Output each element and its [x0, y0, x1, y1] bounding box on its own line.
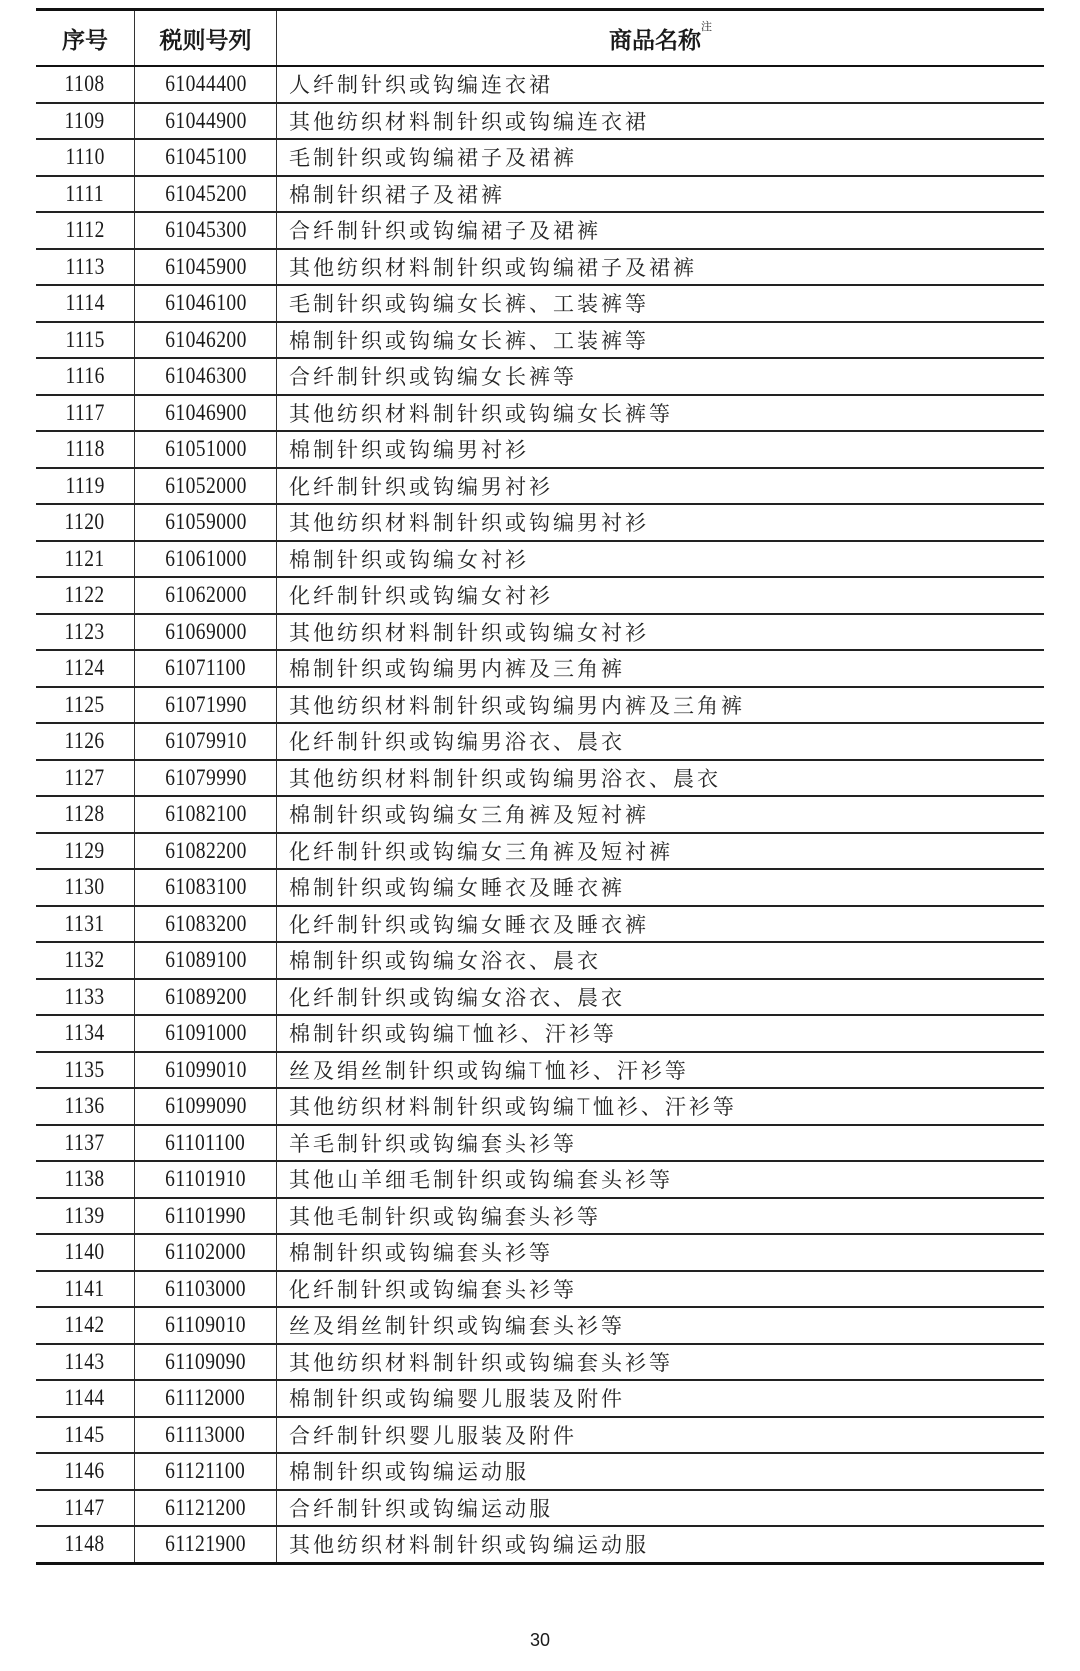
- tariff-code-text: 61044900: [164, 107, 247, 133]
- product-name-text: 棉制针织或钩编女三角裤及短衬裤: [289, 803, 649, 828]
- tariff-code-text: 61101990: [165, 1202, 246, 1228]
- tariff-code-cell: [135, 504, 277, 541]
- serial-number-text: 1142: [64, 1312, 106, 1338]
- product-name-cell: [277, 176, 1045, 213]
- tariff-code-text: 61045100: [164, 144, 247, 170]
- serial-number-text: 1132: [64, 947, 106, 973]
- serial-number-cell: [36, 1380, 135, 1417]
- serial-number-cell: [36, 979, 135, 1016]
- product-name-cell: [277, 1526, 1045, 1563]
- product-name-text: 毛制针织或钩编裙子及裙裤: [289, 146, 577, 171]
- table-row: [36, 1161, 1044, 1198]
- serial-number-cell: [36, 1453, 135, 1490]
- product-name-text: 化纤制针织或钩编男衬衫: [289, 474, 553, 499]
- serial-number-cell: [36, 577, 135, 614]
- tariff-code-cell: [135, 1052, 277, 1089]
- product-name-text: 其他纺织材料制针织或钩编男浴衣、晨衣: [289, 766, 721, 791]
- serial-number-text: 1125: [64, 691, 106, 717]
- serial-number-text: 1126: [64, 728, 106, 754]
- tariff-code-text: 61082100: [164, 801, 247, 827]
- product-name-cell: [277, 322, 1045, 359]
- tariff-code-text: 61045200: [164, 180, 247, 206]
- tariff-code-cell: [135, 285, 277, 322]
- product-name-cell: [277, 1125, 1045, 1162]
- product-name-text: 其他毛制针织或钩编套头衫等: [289, 1204, 601, 1229]
- serial-number-text: 1122: [64, 582, 106, 608]
- product-name-text: 其他纺织材料制针织或钩编连衣裙: [289, 109, 649, 134]
- tariff-code-cell: [135, 176, 277, 213]
- product-name-cell: [277, 395, 1045, 432]
- serial-number-cell: [36, 614, 135, 651]
- tariff-code-cell: [135, 212, 277, 249]
- product-name-cell: [277, 1088, 1045, 1125]
- table-row: [36, 66, 1044, 103]
- header-product-name-label: 商品名称: [609, 27, 701, 54]
- product-name-text: 其他山羊细毛制针织或钩编套头衫等: [289, 1168, 673, 1193]
- table-row: [36, 1307, 1044, 1344]
- product-name-text: 合纤制针织或钩编运动服: [289, 1496, 553, 1521]
- tariff-code-cell: [135, 1198, 277, 1235]
- tariff-code-text: 61046200: [164, 326, 247, 352]
- tariff-code-text: 61059000: [164, 509, 247, 535]
- serial-number-cell: [36, 103, 135, 140]
- tariff-code-text: 61046300: [164, 363, 247, 389]
- tariff-code-cell: [135, 1526, 277, 1563]
- product-name-cell: [277, 1453, 1045, 1490]
- serial-number-cell: [36, 833, 135, 870]
- product-name-text: 其他纺织材料制针织或钩编女衬衫: [289, 620, 649, 645]
- serial-number-cell: [36, 1015, 135, 1052]
- product-name-cell: [277, 650, 1045, 687]
- table-row: [36, 322, 1044, 359]
- product-name-cell: [277, 1052, 1045, 1089]
- tariff-code-cell: [135, 395, 277, 432]
- tariff-code-text: 61121100: [165, 1458, 246, 1484]
- serial-number-text: 1130: [64, 874, 106, 900]
- tariff-code-cell: [135, 687, 277, 724]
- product-name-text: 羊毛制针织或钩编套头衫等: [289, 1131, 577, 1156]
- tariff-code-cell: [135, 1344, 277, 1381]
- product-name-cell: [277, 66, 1045, 103]
- serial-number-text: 1131: [64, 910, 106, 936]
- table-row: [36, 395, 1044, 432]
- product-name-text: 棉制针织或钩编T恤衫、汗衫等: [289, 1022, 617, 1047]
- serial-number-text: 1109: [64, 107, 106, 133]
- tariff-code-text: 61121900: [165, 1531, 246, 1557]
- table-row: [36, 1271, 1044, 1308]
- table-row: [36, 103, 1044, 140]
- product-name-text: 棉制针织裙子及裙裤: [289, 182, 505, 207]
- tariff-code-text: 61045900: [164, 253, 247, 279]
- tariff-code-cell: [135, 614, 277, 651]
- tariff-code-text: 61062000: [164, 582, 247, 608]
- serial-number-text: 1140: [64, 1239, 106, 1265]
- product-name-text: 毛制针织或钩编女长裤、工装裤等: [289, 292, 649, 317]
- product-name-cell: [277, 577, 1045, 614]
- serial-number-cell: [36, 760, 135, 797]
- serial-number-cell: [36, 906, 135, 943]
- tariff-code-cell: [135, 1490, 277, 1527]
- tariff-code-text: 61079910: [164, 728, 247, 754]
- table-row: [36, 687, 1044, 724]
- product-name-cell: [277, 1271, 1045, 1308]
- header-note-mark: 注: [701, 19, 712, 33]
- tariff-code-cell: [135, 468, 277, 505]
- tariff-code-cell: [135, 431, 277, 468]
- serial-number-cell: [36, 66, 135, 103]
- product-name-cell: [277, 796, 1045, 833]
- serial-number-cell: [36, 395, 135, 432]
- table-row: [36, 760, 1044, 797]
- serial-number-text: 1117: [65, 399, 105, 425]
- serial-number-cell: [36, 1052, 135, 1089]
- tariff-code-text: 61071990: [164, 691, 247, 717]
- serial-number-text: 1116: [65, 363, 105, 389]
- tariff-code-text: 61083100: [164, 874, 247, 900]
- table-row: [36, 249, 1044, 286]
- table-row: [36, 1052, 1044, 1089]
- table-row: [36, 1380, 1044, 1417]
- serial-number-cell: [36, 1271, 135, 1308]
- product-name-text: 棉制针织或钩编婴儿服装及附件: [289, 1387, 625, 1412]
- product-name-cell: [277, 139, 1045, 176]
- serial-number-text: 1115: [65, 326, 105, 352]
- tariff-code-text: 61069000: [164, 618, 247, 644]
- tariff-table: [36, 8, 1044, 1565]
- product-name-text: 棉制针织或钩编女睡衣及睡衣裤: [289, 876, 625, 901]
- product-name-cell: [277, 1344, 1045, 1381]
- tariff-code-cell: [135, 1088, 277, 1125]
- serial-number-cell: [36, 1161, 135, 1198]
- product-name-text: 合纤制针织婴儿服装及附件: [289, 1423, 577, 1448]
- serial-number-text: 1127: [64, 764, 106, 790]
- serial-number-cell: [36, 796, 135, 833]
- product-name-text: 合纤制针织或钩编裙子及裙裤: [289, 219, 601, 244]
- table-row: [36, 358, 1044, 395]
- product-name-text: 合纤制针织或钩编女长裤等: [289, 365, 577, 390]
- product-name-cell: [277, 1198, 1045, 1235]
- product-name-text: 化纤制针织或钩编女衬衫: [289, 584, 553, 609]
- serial-number-text: 1129: [64, 837, 106, 863]
- table-row: [36, 285, 1044, 322]
- serial-number-cell: [36, 1088, 135, 1125]
- serial-number-text: 1110: [65, 144, 105, 170]
- product-name-cell: [277, 504, 1045, 541]
- page-number: 30: [529, 1630, 551, 1650]
- serial-number-text: 1147: [64, 1494, 106, 1520]
- tariff-code-cell: [135, 139, 277, 176]
- table-row: [36, 650, 1044, 687]
- product-name-text: 化纤制针织或钩编女睡衣及睡衣裤: [289, 912, 649, 937]
- product-name-text: 丝及绢丝制针织或钩编T恤衫、汗衫等: [289, 1058, 689, 1083]
- product-name-text: 棉制针织或钩编女浴衣、晨衣: [289, 949, 601, 974]
- serial-number-cell: [36, 1234, 135, 1271]
- serial-number-cell: [36, 869, 135, 906]
- tariff-code-cell: [135, 650, 277, 687]
- product-name-cell: [277, 285, 1045, 322]
- table-header-row: [36, 10, 1044, 67]
- serial-number-cell: [36, 1344, 135, 1381]
- tariff-code-cell: [135, 942, 277, 979]
- tariff-code-cell: [135, 1125, 277, 1162]
- table-row: [36, 468, 1044, 505]
- serial-number-cell: [36, 249, 135, 286]
- product-name-cell: [277, 760, 1045, 797]
- product-name-cell: [277, 212, 1045, 249]
- serial-number-cell: [36, 358, 135, 395]
- serial-number-text: 1120: [64, 509, 106, 535]
- product-name-cell: [277, 1234, 1045, 1271]
- tariff-code-text: 61044400: [164, 71, 247, 97]
- serial-number-text: 1114: [65, 290, 105, 316]
- table-row: [36, 1088, 1044, 1125]
- serial-number-text: 1138: [64, 1166, 106, 1192]
- tariff-code-text: 61121200: [165, 1494, 246, 1520]
- table-row: [36, 796, 1044, 833]
- tariff-code-text: 61083200: [164, 910, 247, 936]
- serial-number-text: 1141: [64, 1275, 106, 1301]
- product-name-cell: [277, 723, 1045, 760]
- product-name-cell: [277, 1490, 1045, 1527]
- serial-number-cell: [36, 1125, 135, 1162]
- product-name-text: 化纤制针织或钩编女浴衣、晨衣: [289, 985, 625, 1010]
- header-product-name: [277, 10, 1045, 67]
- product-name-text: 棉制针织或钩编运动服: [289, 1460, 529, 1485]
- serial-number-text: 1146: [64, 1458, 106, 1484]
- tariff-code-text: 61112000: [165, 1385, 246, 1411]
- serial-number-text: 1118: [65, 436, 105, 462]
- tariff-code-cell: [135, 869, 277, 906]
- serial-number-text: 1134: [64, 1020, 106, 1046]
- tariff-code-cell: [135, 979, 277, 1016]
- product-name-text: 其他纺织材料制针织或钩编套头衫等: [289, 1350, 673, 1375]
- tariff-code-cell: [135, 249, 277, 286]
- tariff-code-cell: [135, 796, 277, 833]
- product-name-text: 化纤制针织或钩编男浴衣、晨衣: [289, 730, 625, 755]
- serial-number-cell: [36, 1307, 135, 1344]
- product-name-text: 棉制针织或钩编女长裤、工装裤等: [289, 328, 649, 353]
- product-name-cell: [277, 468, 1045, 505]
- serial-number-cell: [36, 176, 135, 213]
- table-row: [36, 1344, 1044, 1381]
- product-name-cell: [277, 1015, 1045, 1052]
- serial-number-cell: [36, 1490, 135, 1527]
- header-serial-number: 序号: [36, 10, 135, 67]
- tariff-code-cell: [135, 577, 277, 614]
- table-row: [36, 979, 1044, 1016]
- product-name-text: 化纤制针织或钩编套头衫等: [289, 1277, 577, 1302]
- table-row: [36, 504, 1044, 541]
- serial-number-text: 1135: [64, 1056, 106, 1082]
- table-row: [36, 212, 1044, 249]
- tariff-code-cell: [135, 760, 277, 797]
- serial-number-text: 1111: [65, 180, 105, 206]
- tariff-code-text: 61101910: [165, 1166, 246, 1192]
- tariff-code-cell: [135, 1234, 277, 1271]
- serial-number-text: 1123: [64, 618, 106, 644]
- tariff-code-cell: [135, 1271, 277, 1308]
- product-name-cell: [277, 1307, 1045, 1344]
- product-name-text: 丝及绢丝制针织或钩编套头衫等: [289, 1314, 625, 1339]
- serial-number-cell: [36, 942, 135, 979]
- serial-number-text: 1139: [64, 1202, 106, 1228]
- serial-number-text: 1145: [64, 1421, 106, 1447]
- product-name-cell: [277, 942, 1045, 979]
- product-name-cell: [277, 979, 1045, 1016]
- table-row: [36, 1417, 1044, 1454]
- table-row: [36, 1526, 1044, 1563]
- product-name-text: 其他纺织材料制针织或钩编运动服: [289, 1533, 649, 1558]
- product-name-text: 其他纺织材料制针织或钩编男衬衫: [289, 511, 649, 536]
- tariff-code-cell: [135, 1380, 277, 1417]
- tariff-code-text: 61102000: [165, 1239, 246, 1265]
- product-name-text: 人纤制针织或钩编连衣裙: [289, 73, 553, 98]
- tariff-code-text: 61089200: [164, 983, 247, 1009]
- tariff-code-text: 61046900: [164, 399, 247, 425]
- serial-number-text: 1119: [65, 472, 105, 498]
- serial-number-cell: [36, 1417, 135, 1454]
- product-name-cell: [277, 358, 1045, 395]
- product-name-text: 其他纺织材料制针织或钩编裙子及裙裤: [289, 255, 697, 280]
- product-name-cell: [277, 906, 1045, 943]
- serial-number-text: 1148: [64, 1531, 106, 1557]
- serial-number-cell: [36, 723, 135, 760]
- table-row: [36, 176, 1044, 213]
- product-name-text: 其他纺织材料制针织或钩编T恤衫、汗衫等: [289, 1095, 737, 1120]
- serial-number-cell: [36, 541, 135, 578]
- serial-number-cell: [36, 1198, 135, 1235]
- tariff-code-text: 61082200: [164, 837, 247, 863]
- tariff-code-text: 61099010: [164, 1056, 247, 1082]
- tariff-code-text: 61071100: [165, 655, 246, 681]
- serial-number-text: 1136: [64, 1093, 106, 1119]
- product-name-cell: [277, 614, 1045, 651]
- table-row: [36, 906, 1044, 943]
- serial-number-text: 1124: [64, 655, 106, 681]
- product-name-cell: [277, 541, 1045, 578]
- serial-number-cell: [36, 1526, 135, 1563]
- tariff-code-cell: [135, 66, 277, 103]
- tariff-code-text: 61045300: [164, 217, 247, 243]
- product-name-cell: [277, 431, 1045, 468]
- serial-number-text: 1113: [65, 253, 105, 279]
- table-row: [36, 869, 1044, 906]
- product-name-cell: [277, 249, 1045, 286]
- tariff-code-cell: [135, 833, 277, 870]
- serial-number-cell: [36, 687, 135, 724]
- serial-number-text: 1128: [64, 801, 106, 827]
- table-row: [36, 833, 1044, 870]
- serial-number-cell: [36, 212, 135, 249]
- serial-number-text: 1112: [65, 217, 105, 243]
- table-row: [36, 1015, 1044, 1052]
- tariff-code-text: 61089100: [164, 947, 247, 973]
- tariff-code-text: 61113000: [165, 1421, 246, 1447]
- tariff-code-text: 61109010: [165, 1312, 246, 1338]
- tariff-code-text: 61061000: [164, 545, 247, 571]
- product-name-cell: [277, 869, 1045, 906]
- product-name-cell: [277, 1380, 1045, 1417]
- tariff-code-text: 61101100: [165, 1129, 246, 1155]
- tariff-code-cell: [135, 358, 277, 395]
- table-row: [36, 431, 1044, 468]
- product-name-cell: [277, 833, 1045, 870]
- product-name-text: 其他纺织材料制针织或钩编男内裤及三角裤: [289, 693, 745, 718]
- tariff-code-text: 61051000: [164, 436, 247, 462]
- table-row: [36, 723, 1044, 760]
- product-name-text: 棉制针织或钩编男内裤及三角裤: [289, 657, 625, 682]
- serial-number-cell: [36, 431, 135, 468]
- tariff-code-cell: [135, 322, 277, 359]
- tariff-code-text: 61091000: [164, 1020, 247, 1046]
- table-row: [36, 139, 1044, 176]
- serial-number-cell: [36, 285, 135, 322]
- table-row: [36, 1453, 1044, 1490]
- tariff-code-text: 61052000: [164, 472, 247, 498]
- serial-number-text: 1144: [64, 1385, 106, 1411]
- product-name-cell: [277, 1417, 1045, 1454]
- table-row: [36, 1125, 1044, 1162]
- table-row: [36, 614, 1044, 651]
- table-row: [36, 1198, 1044, 1235]
- serial-number-cell: [36, 139, 135, 176]
- table-row: [36, 541, 1044, 578]
- product-name-text: 棉制针织或钩编套头衫等: [289, 1241, 553, 1266]
- product-name-text: 化纤制针织或钩编女三角裤及短衬裤: [289, 839, 673, 864]
- product-name-text: 棉制针织或钩编女衬衫: [289, 547, 529, 572]
- serial-number-cell: [36, 322, 135, 359]
- tariff-code-cell: [135, 1417, 277, 1454]
- serial-number-text: 1108: [64, 71, 106, 97]
- tariff-code-text: 61109090: [165, 1348, 246, 1374]
- serial-number-text: 1121: [64, 545, 106, 571]
- product-name-cell: [277, 1161, 1045, 1198]
- serial-number-text: 1143: [64, 1348, 106, 1374]
- tariff-code-cell: [135, 723, 277, 760]
- product-name-cell: [277, 103, 1045, 140]
- table-row: [36, 1234, 1044, 1271]
- tariff-code-text: 61046100: [164, 290, 247, 316]
- product-name-cell: [277, 687, 1045, 724]
- tariff-code-cell: [135, 1307, 277, 1344]
- table-row: [36, 942, 1044, 979]
- serial-number-text: 1133: [64, 983, 106, 1009]
- serial-number-cell: [36, 468, 135, 505]
- tariff-code-text: 61103000: [165, 1275, 246, 1301]
- table-row: [36, 1490, 1044, 1527]
- tariff-code-text: 61099090: [164, 1093, 247, 1119]
- tariff-code-text: 61079990: [164, 764, 247, 790]
- tariff-code-cell: [135, 906, 277, 943]
- product-name-text: 其他纺织材料制针织或钩编女长裤等: [289, 401, 673, 426]
- serial-number-cell: [36, 504, 135, 541]
- tariff-code-cell: [135, 1015, 277, 1052]
- tariff-code-cell: [135, 1453, 277, 1490]
- header-tariff-code: 税则号列: [135, 10, 277, 67]
- product-name-text: 棉制针织或钩编男衬衫: [289, 438, 529, 463]
- serial-number-cell: [36, 650, 135, 687]
- tariff-code-cell: [135, 541, 277, 578]
- table-row: [36, 577, 1044, 614]
- tariff-code-cell: [135, 103, 277, 140]
- tariff-code-cell: [135, 1161, 277, 1198]
- serial-number-text: 1137: [64, 1129, 106, 1155]
